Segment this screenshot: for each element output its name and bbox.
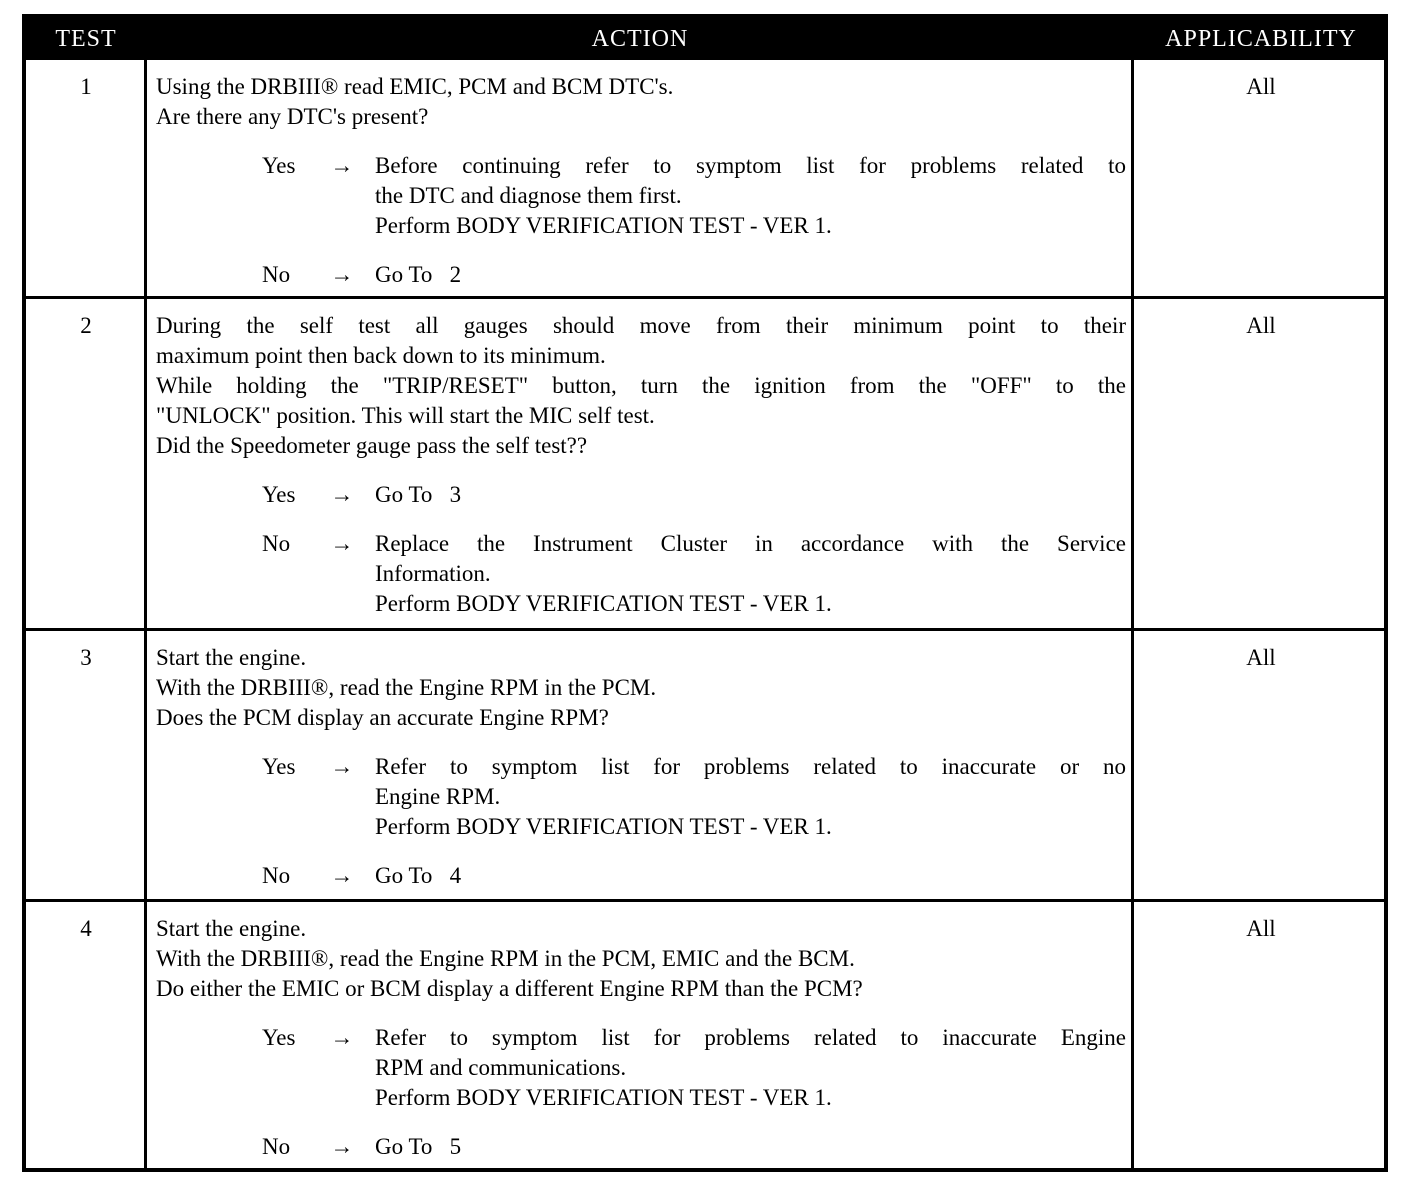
response-line: Information. [375,561,491,586]
table-header [26,18,1384,60]
yes-label: Yes [262,754,296,779]
question-line: Did the Speedometer gauge pass the self test?? [156,433,588,458]
yes-response [156,1023,1126,1113]
applicability-cell: All [1246,916,1276,941]
table-row [26,631,1384,899]
applicability-cell: All [1246,313,1276,338]
question-line: With the DRBIII®, read the Engine RPM in the PCM, EMIC and the BCM. [156,946,855,971]
yes-response [156,480,1126,510]
applicability-cell: All [1246,645,1276,670]
arrow-icon: → [330,531,354,556]
arrow-icon: → [330,482,354,507]
yes-response [156,151,1126,241]
yes-label: Yes [262,153,296,178]
action-cell [156,914,1126,1162]
response-line: Perform BODY VERIFICATION TEST - VER 1. [375,1085,832,1110]
action-cell [156,72,1126,290]
applicability-cell: All [1246,74,1276,99]
arrow-icon: → [330,262,354,287]
no-response [156,529,1126,619]
table-row [26,902,1384,1168]
no-label: No [262,863,291,888]
response-line: Go To 3 [375,482,462,507]
question-line: While holding the "TRIP/RESET" button, turn the ignition from the "OFF" to the [156,373,1126,398]
no-label: No [262,262,291,287]
arrow-icon: → [330,1025,354,1050]
question-line: Do either the EMIC or BCM display a different Engine RPM than the PCM? [156,976,863,1001]
response-line: Go To 5 [375,1134,462,1159]
response-line: Before continuing refer to symptom list for problems related to [375,153,1126,178]
header-action: ACTION [591,26,689,52]
no-response [156,1132,1126,1162]
question-line: "UNLOCK" position. This will start the MIC self test. [156,403,655,428]
diagnostic-test-table [22,14,1388,1172]
question-line: Are there any DTC's present? [156,104,429,129]
action-cell [156,643,1126,891]
header-test: TEST [55,26,117,52]
response-line: Refer to symptom list for problems related to inaccurate Engine [375,1025,1126,1050]
question-line: maximum point then back down to its minimum. [156,343,606,368]
yes-label: Yes [262,482,296,507]
no-response [156,260,1126,290]
no-label: No [262,1134,291,1159]
question-line: Using the DRBIII® read EMIC, PCM and BCM DTC's. [156,74,674,99]
table-row [26,60,1384,296]
response-line: Replace the Instrument Cluster in accordance with the Service [375,531,1126,556]
response-line: Refer to symptom list for problems related to inaccurate or no [375,754,1126,779]
test-number: 2 [80,313,92,338]
response-line: the DTC and diagnose them first. [375,183,682,208]
test-number: 4 [80,916,92,941]
yes-label: Yes [262,1025,296,1050]
table-row [26,299,1384,628]
response-line: RPM and communications. [375,1055,627,1080]
header-applicability: APPLICABILITY [1165,26,1357,52]
question-line: With the DRBIII®, read the Engine RPM in the PCM. [156,675,657,700]
response-line: Perform BODY VERIFICATION TEST - VER 1. [375,591,832,616]
arrow-icon: → [330,754,354,779]
response-line: Go To 4 [375,863,462,888]
question-line: During the self test all gauges should move from their minimum point to their [156,313,1126,338]
test-number: 3 [80,645,92,670]
question-line: Start the engine. [156,645,307,670]
question-line: Start the engine. [156,916,307,941]
response-line: Perform BODY VERIFICATION TEST - VER 1. [375,213,832,238]
no-response [156,861,1126,891]
response-line: Go To 2 [375,262,462,287]
response-line: Perform BODY VERIFICATION TEST - VER 1. [375,814,832,839]
action-cell [156,311,1126,619]
no-label: No [262,531,291,556]
test-number: 1 [80,74,92,99]
arrow-icon: → [330,1134,354,1159]
question-line: Does the PCM display an accurate Engine RPM? [156,705,609,730]
yes-response [156,752,1126,842]
arrow-icon: → [330,153,354,178]
response-line: Engine RPM. [375,784,501,809]
arrow-icon: → [330,863,354,888]
